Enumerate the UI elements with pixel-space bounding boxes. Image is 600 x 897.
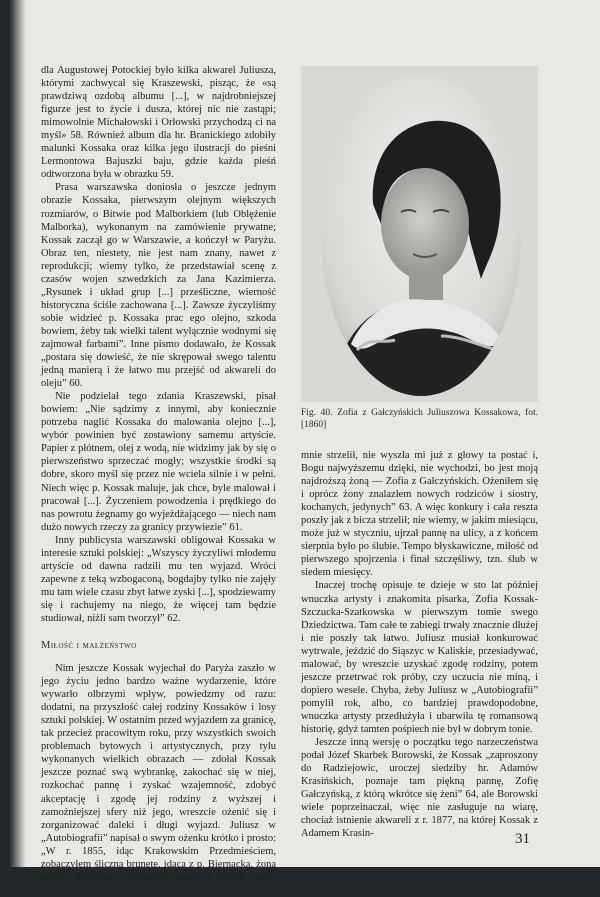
portrait-illustration <box>321 74 521 396</box>
paragraph: Nie podzielał tego zdania Kraszewski, pisał bowiem: „Nie sądzimy z innymi, aby koniecznie potrzeba naglić Kossaka do malowania olejno [...], wybór powinien być zostawiony samemu artyście. Papier z płótnem, olej z wodą, nie widzimy jak by się o pierwszeństwo sprzeczać mogły; wszystkie środki są dobre, skoro myśl się przez nie wciela silnie i w pełni. Niech więc p. Kossak maluje, jak chce, byle malował i pracował [...]. Życzeniem powodzenia i prędkiego do nas powrotu żegnamy go wyjeżdżającego — niech nam dużo nowych rzeczy za granicy przywiezie” 61. <box>41 391 276 533</box>
figure-caption: Fig. 40. Zofia z Gałczyńskich Juliuszowa Kossakowa, fot. [1860] <box>301 408 538 430</box>
paragraph: Inny publicysta warszawski obligował Kossaka w interesie sztuki polskiej: „Wszyscy życzyliwi młodemu artyście od dawna radzili mu ten wyjazd. Wróci zapewne z teką wzbogaconą, bogdajby tylko nie zajęły mu tam wiele czasu zbyt łatwe zyski [...], spodziewamy się i rachujemy na niego, że więcej tam będzie studiował, niżli sam tworzył” 62. <box>41 534 276 624</box>
left-text-column <box>41 64 276 897</box>
paragraph: mnie strzelił, nie wyszła mi już z głowy ta postać i, Bogu najwyższemu dzięki, nie wychodzi, bo jest moją najdroższą żoną — Zofia z Gałczyńskich. Ożeniłem się i oprócz żony znalazłem nowych rodziców i siostry, kochanych, jedynych” 63. A więc konkury i cała reszta poszły jak z bicza strzelił; nie wiemy, w jakim miesiącu, może już w styczniu, ujrzał pannę na ulicy, a z końcem sierpnia było po ślubie. Tempo błyskawiczne, miłość od pierwszego spojrzenia i finał szczęśliwy, tzn. ślub w siedem miesięcy. <box>301 450 538 579</box>
page-number: 31 <box>515 831 530 847</box>
paragraph: Jeszcze inną wersję o początku tego narzeczeństwa podał Józef Skarbek Borowski, że Kossak „zaproszony do Radziejowic, uroczej siedziby hr. Adamów Krasińskich, poznaje tam piękną pannę, Zofię Gałczyńską, z którą wkrótce się żeni” 64, ale Borowski wiele poprzeinaczał, więc nie zasługuje na wiarę, chociaż istnienie akwareli z r. 1877, na której Kossak z Adamem Krasin- <box>301 737 538 840</box>
right-text-column <box>301 449 538 840</box>
oval-photo-frame <box>321 74 521 396</box>
paragraph: Prasa warszawska doniosła o jeszcze jednym obrazie Kossaka, pierwszym olejnym większych rozmiarów, o Bitwie pod Malborkiem (lub Oblężenie Malborka), wykonanym na zamówienie prywatne; Kossak zaczął go w Warszawie, a kończył w Paryżu. Obraz ten, niestety, nie jest nam znany, nawet z reprodukcji; wiemy tylko, że przedstawiał scenę z czasów wojen szwedzkich za Jana Kazimierza. „Rysunek i układ grup [...] prześliczne, wierność historyczna ściśle zachowana [...]. Zawsze życzyliśmy sobie widzieć p. Kossaka prac ego olejno, szkoda bowiem, żeby tak wielki talent wyłącznie wodnymi się zajmował farbami”. Inne pismo dodawało, że Kossak „postara się dowieść, że nie skrępował swego talentu jedną manierą i że łatwo mu przejść od akwareli do oleju” 60. <box>41 182 276 390</box>
page-gutter-shadow <box>10 0 26 867</box>
portrait-photo <box>301 66 538 402</box>
paragraph: Nim jeszcze Kossak wyjechał do Paryża zaszło w jego życiu jedno bardzo ważne wydarzenie, które wywarło olbrzymi wpływ, powiedzmy od razu: dodatni, na przyszłość całej rodziny Kossaków i losy sztuki polskiej. W ostatnim przed wyjazdem za granicę, tak przecież pracowitym roku, przy wszystkich swoich problemach bytowych i artystycznych, przy tylu wykonanych wielkich obrazach — zdołał Kossak jeszcze poznać swą wybrankę, zakochać się w niej, rozkochać pannę i zyskać wzajemność, zdobyć akceptację i zgodę jej rodziny z wyższej i zamożniejszej sfery niż jego, wreszcie ożenić się i zorganizować daleki i długi wyjazd. Juliusz w „Autobiografii” napisał o swym ożenku krótko i prosto: „W r. 1855, idąc Krakowskim Przedmieściem, zobaczyłem śliczną brunetę, idącą z p. Biernacką, żoną artysty skrzypka i przyjaciela jeszcze z Galicji. Jakby we <box>41 663 276 896</box>
section-heading: Miłość i małżeństwo <box>41 640 137 652</box>
paragraph: Inaczej trochę opisuje te dzieje w sto lat później wnuczka artysty i znakomita pisarka, Zofia Kossak-Szczucka-Szatkowska w pierwszym tomie swego Dziedzictwa. Tam całe te zabiegi trwały znacznie dłużej i nie poszły tak łatwo. Juliusz musiał konkurować wytrwale, jeździć do Siąszyc w Kaliskie, przesiadywać, malować, by wreszcie uzyskać zgodę rodziny, potem jeszcze przetrwać rok próby, czy uczucia nie miną, i dopiero wesele. Chyba, żeby Juliusz w „Autobiografii” pomylił rok, albo, co bardziej prawdopodobne, wnuczka artysty przedłużyła i ubarwiła tę romansową historię, gdyż tamten pośpiech nie był w dobrym tonie. <box>301 580 538 735</box>
paragraph: dla Augustowej Potockiej było kilka akwarel Juliusza, którymi zachwycał się Kraszewski, pisząc, że «są prawdziwą ozdobą albumu [...], w najdrobniejszej figurze jest to życie i dusza, której nic nie zastąpi; mimowolnie Michałowski i Orłowski przychodzą ci na myśl» 58. Również album dla hr. Branickiego zdobiły malunki Kossaka oraz kilka jego ilustracji do pieśni Lermontowa Bajuszki baju, gdzie każda pieśń odtworzona była w obrazku 59. <box>41 65 276 181</box>
